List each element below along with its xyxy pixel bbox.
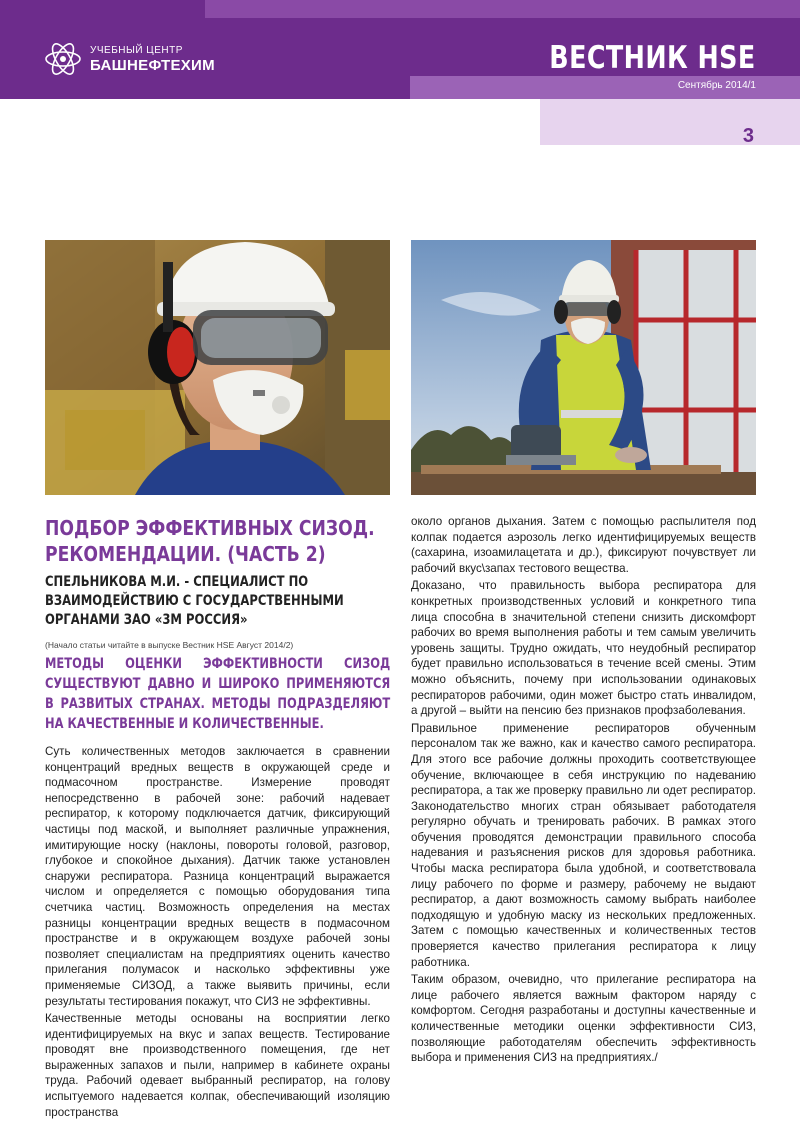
page-number-box: [540, 99, 800, 145]
logo-line2: БАШНЕФТЕХИМ: [90, 57, 215, 74]
header-top-strip: [205, 0, 800, 18]
issue-label: Сентябрь 2014/1: [677, 80, 756, 91]
photo-worker-sawing: [411, 240, 756, 495]
paragraph: Суть количественных методов заключается в сравнении концентраций вредных веществ в окружающей среде и подмасочном пространстве. Измерение проводят непосредственно в рабочей зоне: рабочий надевает респиратор, к которому подключается датчик, фиксирующий частицы под маской, и выполняет различные упражнения, имитирующие носку (наклоны, повороты головой, разговор, глубокое и спокойное дыхания). Датчик также установлен снаружи респиратора. Разница концентраций выражается числом и определяется с помощью оборудования типа счетчика частиц. Возможность определения на местах разницы концентрации вредных веществ в подмасочном пространстве и в окружающем воздухе рабочей зоны позволяет специалистам на предприятиях оценить качество прилегания полумасок и насколько эффективны уже применяемые СИЗОД, а также выявить причины, если результаты тестирования покажут, что СИЗ не эффективны.: [45, 745, 390, 1008]
page-number: 3: [742, 125, 754, 147]
atom-logo-icon: [44, 40, 82, 78]
article-title: ПОДБОР ЭФФЕКТИВНЫХ СИЗОД. РЕКОМЕНДАЦИИ. (ЧАСТЬ 2): [45, 516, 375, 566]
paragraph: Доказано, что правильность выбора респиратора для конкретных производственных условий и конкретного типа лица способна в значительной степени снизить дискомфорт рабочих во время выполнения работы и тем самым увеличить уровень защиты. Трудно ожидать, что неудобный респиратор будет правильно использоваться в течение всей смены. Этим можно объяснить, почему при использовании одинаковых респираторов рабочими, один может быстро стать инвалидом, а другой – выйти на пенсию без признаков профзаболевания.: [411, 579, 756, 718]
paragraph: около органов дыхания. Затем с помощью распылителя под колпак подается аэрозоль легко идентифицируемых веществ (сахарина, изоамилацетата и др.), фиксируют почувствует ли рабочий вкус\запах тестового вещества.: [411, 515, 756, 575]
paragraph: Качественные методы основаны на восприятии легко идентифицируемых на вкус и запах веществ. Тестирование проводят вне производственного помещения, где нет выраженных запахов и пыли, например в кабинете охраны труда. Рабочий одевает выбранный респиратор, на голову испытуемого надевается колпак, обеспечивающий изоляцию пространства: [45, 1012, 390, 1119]
magazine-title: ВЕСТНИК HSE: [549, 40, 756, 76]
woman-with-helmet-goggles-respirator-icon: [45, 240, 390, 495]
paragraph: Правильное применение респираторов обученным персоналом так же важно, как и качество самого респиратора. Для этого все рабочие должны проходить соответствующее обучение, включающее в себя инструкцию по надеванию респиратора, а так же проверку правильно ли одет респиратор. Законодательство многих стран обязывает работодателя регулярно обучать и тренировать рабочих. В рамках этого обучения проводятся демонстрации правильного способа надевания и разъяснения рисков для здоровья работника. Чтобы маска респиратора была удобной, и соответствовала лицу рабочего по форме и размеру, рабочему не выдают респиратор, а дают возможность самому выбрать наиболее подходящую и удобную маску из нескольких предложенных. Затем с помощью качественных и количественных тестов проверяется качество прилегания респиратора к лицу работника.: [411, 721, 756, 969]
article-author: СПЕЛЬНИКОВА М.И. - СПЕЦИАЛИСТ ПО ВЗАИМОДЕЙСТВИЮ С ГОСУДАРСТВЕННЫМИ ОРГАНАМИ ЗАО «3М РОССИЯ»: [45, 574, 344, 628]
photo-worker-woman: [45, 240, 390, 495]
logo-line1: УЧЕБНЫЙ ЦЕНТР: [90, 45, 183, 56]
article-note: (Начало статьи читайте в выпуске Вестник HSE Август 2014/2): [45, 640, 294, 650]
article-left-column: [45, 515, 390, 1120]
paragraph: Таким образом, очевидно, что прилегание респиратора на лице рабочего является важным фактором наряду с комфортом. Сегодня разработаны и доступны качественные и количественные методики оценки эффективности СИЗ, позволяющие работодателям обеспечить эффективность выбора и применения СИЗ на предприятиях./: [411, 973, 756, 1065]
article-lead: МЕТОДЫ ОЦЕНКИ ЭФФЕКТИВНОСТИ СИЗОД СУЩЕСТВУЮТ ДАВНО И ШИРОКО ПРИМЕНЯЮТСЯ В РАЗВИТЫХ СТРАНАХ. МЕТОДЫ ПОДРАЗДЕЛЯЮТ НА КАЧЕСТВЕННЫЕ И КОЛИЧЕСТВЕННЫЕ.: [45, 656, 391, 732]
worker-with-respirator-sawing-icon: [411, 240, 756, 495]
article-right-column: [411, 514, 756, 1066]
logo-text: [90, 45, 215, 74]
